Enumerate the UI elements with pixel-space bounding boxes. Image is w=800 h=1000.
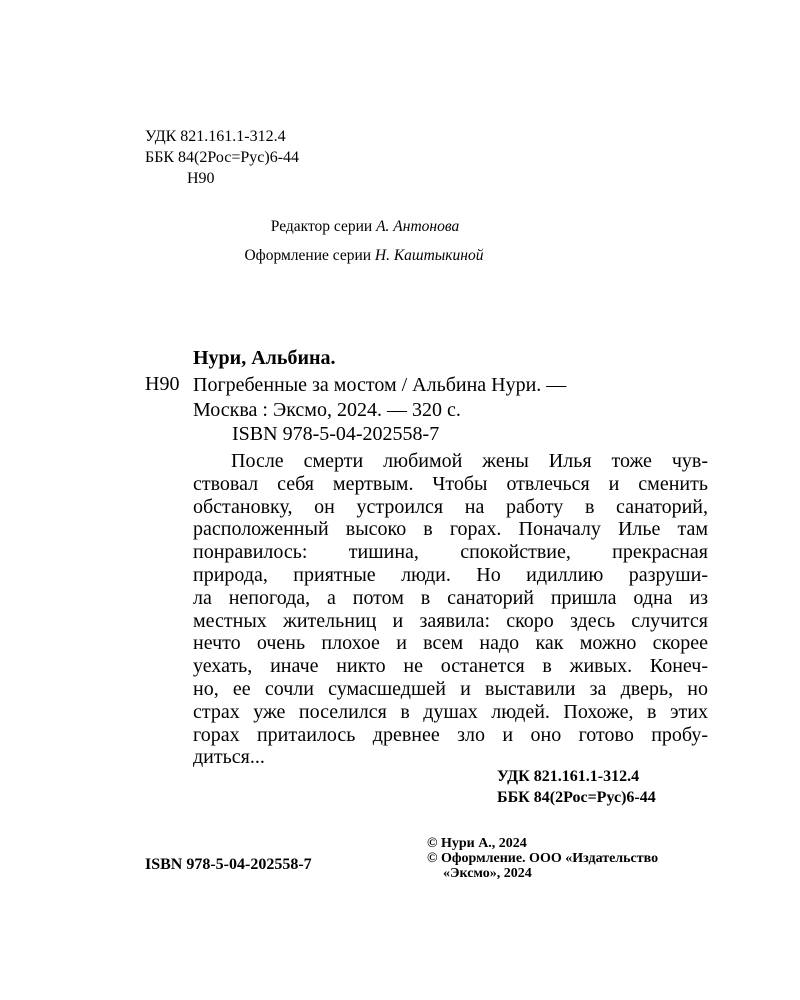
footer-bbk-code: ББК 84(2Рос=Рус)6-44 (497, 789, 656, 806)
abstract-line: местных жительниц и заявила: скоро здесь случится (193, 609, 708, 632)
abstract-line: После смерти любимой жены Илья тоже чув- (231, 450, 708, 472)
series-design-name: Н. Каштыкиной (374, 247, 484, 264)
udk-code: УДК 821.161.1-312.4 (145, 128, 286, 145)
abstract-line: расположенный высоко в горах. Поначалу Илье там (193, 518, 708, 541)
abstract-line: диться... (193, 746, 265, 769)
abstract-line: ствовал себя мертвым. Чтобы отвлечься и сменить (193, 472, 708, 495)
bib-description (193, 373, 566, 423)
footer-udk-code: УДК 821.161.1-312.4 (497, 768, 640, 785)
abstract-line: нечто очень плохое и всем надо как можно скорее (193, 632, 708, 655)
bib-publication-line: Москва : Эксмо, 2024. — 320 с. (193, 399, 461, 421)
copyright-author: © Нури А., 2024 (427, 836, 527, 851)
bib-isbn: ISBN 978-5-04-202558-7 (232, 423, 440, 445)
author-mark: Н90 (187, 170, 215, 187)
abstract-line: уехать, иначе никто не останется в живых. Конеч- (193, 655, 708, 678)
footer-isbn: ISBN 978-5-04-202558-7 (145, 856, 312, 873)
copyright-design-cont: «Эксмо», 2024 (443, 866, 532, 881)
bib-author-mark: Н90 (145, 373, 180, 395)
book-abstract (193, 450, 708, 769)
copyright-block (427, 836, 658, 881)
series-editor-name: А. Антонова (376, 218, 460, 235)
bib-title-line: Погребенные за мостом / Альбина Нури. — (193, 374, 567, 396)
bib-author: Нури, Альбина. (193, 347, 336, 369)
abstract-line: понравилось: тишина, спокойствие, прекрасная (193, 541, 708, 564)
abstract-line: природа, приятные люди. Но идиллию разруши- (193, 563, 708, 586)
abstract-line: обстановку, он устроился на работу в санаторий, (193, 495, 708, 518)
series-editor-label: Редактор серии (270, 218, 373, 235)
abstract-line: горах притаилось древнее зло и оно готово пробу- (193, 723, 708, 746)
copyright-design: © Оформление. ООО «Издательство (427, 851, 659, 866)
header-classification-codes (145, 126, 299, 189)
abstract-line: страх уже поселился в душах людей. Похоже, в этих (193, 700, 708, 723)
series-design-credit (54, 247, 674, 265)
footer-classification-codes (497, 766, 656, 808)
series-design-label: Оформление серии (244, 247, 372, 264)
bbk-code: ББК 84(2Рос=Рус)6-44 (145, 149, 300, 166)
abstract-line: но, ее сочли сумасшедшей и выставили за дверь, но (193, 677, 708, 700)
series-editor-credit (0, 218, 730, 236)
abstract-line: ла непогода, а потом в санаторий пришла одна из (193, 586, 708, 609)
